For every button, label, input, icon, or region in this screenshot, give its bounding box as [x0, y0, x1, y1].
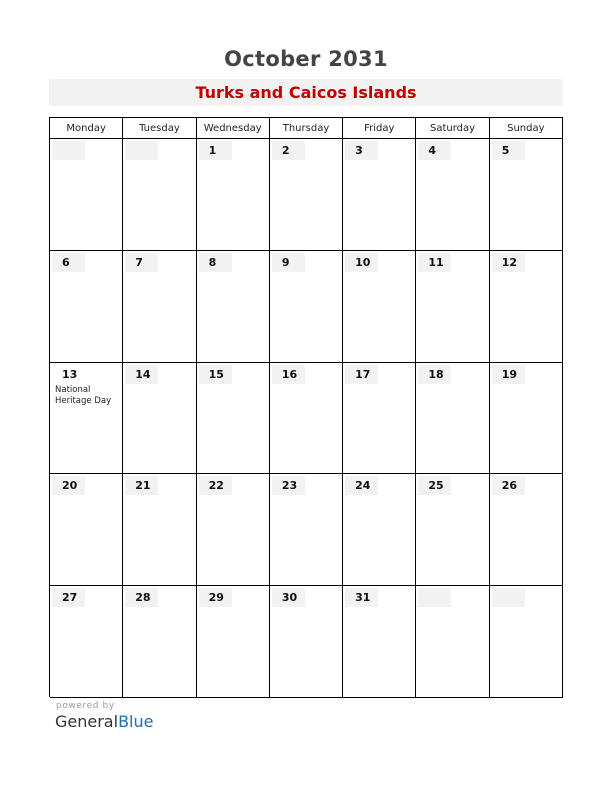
weekday-thursday: Thursday — [270, 118, 343, 139]
day-number: 21 — [125, 476, 158, 495]
day-number: 22 — [199, 476, 232, 495]
day-number: 24 — [345, 476, 378, 495]
day-number: 11 — [418, 253, 451, 272]
day-number: 19 — [492, 365, 525, 384]
week-row-1 — [50, 139, 563, 251]
day-cell — [197, 363, 270, 475]
day-cell — [50, 139, 123, 251]
day-number: 13 — [62, 367, 78, 381]
weekday-tuesday: Tuesday — [123, 118, 196, 139]
holiday-label: National Heritage Day — [55, 384, 112, 406]
powered-by-label: powered by — [56, 701, 115, 711]
day-number: 6 — [52, 253, 85, 272]
day-number: 1 — [199, 141, 232, 160]
day-number: 30 — [272, 588, 305, 607]
week-row-3 — [50, 363, 563, 475]
day-number — [125, 141, 158, 160]
weekday-sunday: Sunday — [490, 118, 563, 139]
day-number: 12 — [492, 253, 525, 272]
day-cell — [197, 586, 270, 698]
day-number: 17 — [345, 365, 378, 384]
day-cell — [490, 363, 563, 475]
day-cell — [197, 139, 270, 251]
day-number: 20 — [52, 476, 85, 495]
weekday-header-row — [50, 118, 563, 139]
day-number — [52, 141, 85, 160]
day-cell — [343, 586, 416, 698]
day-cell — [343, 363, 416, 475]
day-cell — [50, 363, 123, 475]
day-cell — [270, 139, 343, 251]
day-cell — [490, 251, 563, 363]
day-cell — [270, 474, 343, 586]
day-cell — [270, 363, 343, 475]
day-cell — [50, 251, 123, 363]
weekday-friday: Friday — [343, 118, 416, 139]
day-cell — [490, 474, 563, 586]
day-number — [492, 588, 525, 607]
day-number: 3 — [345, 141, 378, 160]
day-cell — [343, 474, 416, 586]
day-number: 23 — [272, 476, 305, 495]
day-cell — [270, 586, 343, 698]
day-number: 27 — [52, 588, 85, 607]
day-cell — [197, 251, 270, 363]
country-banner: Turks and Caicos Islands — [49, 79, 563, 106]
day-cell — [343, 139, 416, 251]
day-number: 31 — [345, 588, 378, 607]
day-cell — [270, 251, 343, 363]
day-cell — [490, 139, 563, 251]
generalblue-logo[interactable] — [55, 712, 153, 731]
day-cell — [123, 251, 196, 363]
day-number: 8 — [199, 253, 232, 272]
weekday-wednesday: Wednesday — [197, 118, 270, 139]
day-cell — [123, 139, 196, 251]
weekday-monday: Monday — [50, 118, 123, 139]
brand-blue-text: Blue — [118, 712, 154, 731]
week-row-2 — [50, 251, 563, 363]
brand-general-text: General — [55, 712, 119, 731]
day-number — [418, 588, 451, 607]
day-cell — [123, 363, 196, 475]
day-number: 10 — [345, 253, 378, 272]
day-number: 9 — [272, 253, 305, 272]
day-cell — [343, 251, 416, 363]
day-cell — [416, 139, 489, 251]
day-number: 28 — [125, 588, 158, 607]
day-number: 26 — [492, 476, 525, 495]
day-number: 16 — [272, 365, 305, 384]
day-cell — [50, 586, 123, 698]
day-cell — [123, 586, 196, 698]
day-cell — [490, 586, 563, 698]
day-number: 15 — [199, 365, 232, 384]
day-number: 7 — [125, 253, 158, 272]
day-number: 2 — [272, 141, 305, 160]
day-cell — [50, 474, 123, 586]
day-cell — [416, 474, 489, 586]
weekday-saturday: Saturday — [416, 118, 489, 139]
page-title: October 2031 — [224, 47, 388, 71]
week-row-5 — [50, 586, 563, 698]
day-cell — [416, 363, 489, 475]
day-cell — [416, 586, 489, 698]
calendar-grid — [49, 117, 563, 697]
day-cell — [416, 251, 489, 363]
day-number: 25 — [418, 476, 451, 495]
day-cell — [123, 474, 196, 586]
day-cell — [197, 474, 270, 586]
week-row-4 — [50, 474, 563, 586]
day-number: 18 — [418, 365, 451, 384]
day-number: 14 — [125, 365, 158, 384]
day-number: 5 — [492, 141, 525, 160]
day-number: 29 — [199, 588, 232, 607]
day-number: 4 — [418, 141, 451, 160]
